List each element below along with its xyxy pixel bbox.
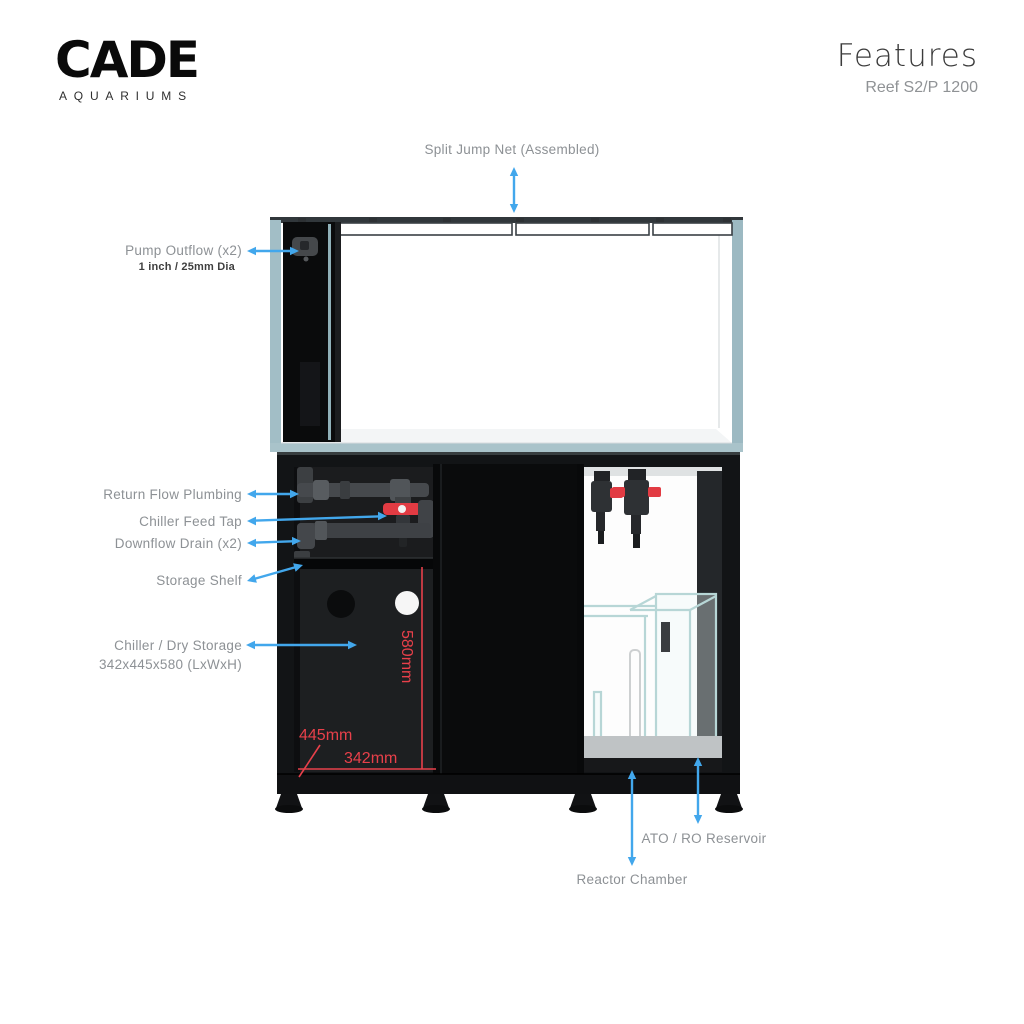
tank-right-rim (732, 220, 743, 452)
label-pump-outflow-text: Pump Outflow (x2) (125, 243, 242, 258)
label-chiller-dry-storage (99, 638, 242, 672)
sump-compartment (584, 467, 722, 772)
split-jump-net-arrow (510, 167, 518, 213)
label-ato-ro-reservoir: ATO / RO Reservoir (641, 831, 767, 846)
label-chiller-feed-tap: Chiller Feed Tap (139, 514, 242, 529)
storage-shelf-board (294, 558, 433, 569)
label-chiller-dry-storage-sub: 342x445x580 (LxWxH) (98, 657, 242, 672)
divider-right (577, 464, 584, 774)
label-reactor-chamber: Reactor Chamber (576, 872, 688, 887)
page-subtitle: Reef S2/P 1200 (865, 79, 978, 96)
return-flow-plumbing-arrow (247, 490, 299, 498)
label-pump-outflow (125, 243, 242, 273)
tank-floor (281, 429, 732, 443)
label-pump-outflow-sub: 1 inch / 25mm Dia (138, 261, 235, 273)
dimension-depth: 445mm (299, 727, 353, 744)
tank-bottom-rim (270, 443, 743, 452)
display-tank (270, 217, 743, 452)
label-chiller-dry-storage-text: Chiller / Dry Storage (114, 638, 242, 653)
dimension-height: 580mm (398, 630, 415, 684)
page-title: Features (836, 38, 978, 74)
brand-tagline: AQUARIUMS (59, 89, 193, 103)
knob-white (395, 591, 419, 615)
cabinet-top-edge (277, 452, 740, 455)
label-downflow-drain: Downflow Drain (x2) (114, 536, 242, 551)
divider-left (433, 464, 441, 774)
label-split-jump-net: Split Jump Net (Assembled) (424, 142, 600, 157)
dimension-width: 342mm (344, 750, 398, 767)
cabinet-base (277, 774, 740, 794)
tank-interior (281, 223, 732, 443)
sump-floor (584, 736, 722, 758)
cable-hole (327, 590, 355, 618)
tank-left-rim (270, 220, 281, 452)
overflow-box (283, 222, 341, 442)
pump-outflow-detail (304, 257, 309, 262)
sump-fitting (661, 622, 670, 652)
brand-logo (55, 31, 199, 103)
label-storage-shelf: Storage Shelf (156, 573, 242, 588)
middle-door (441, 464, 579, 790)
brand-name: CADE (55, 31, 199, 89)
page-header (837, 38, 978, 97)
label-return-flow-plumbing: Return Flow Plumbing (103, 487, 242, 502)
cabinet-feet (275, 794, 743, 813)
pump-outflow-port (300, 241, 309, 250)
